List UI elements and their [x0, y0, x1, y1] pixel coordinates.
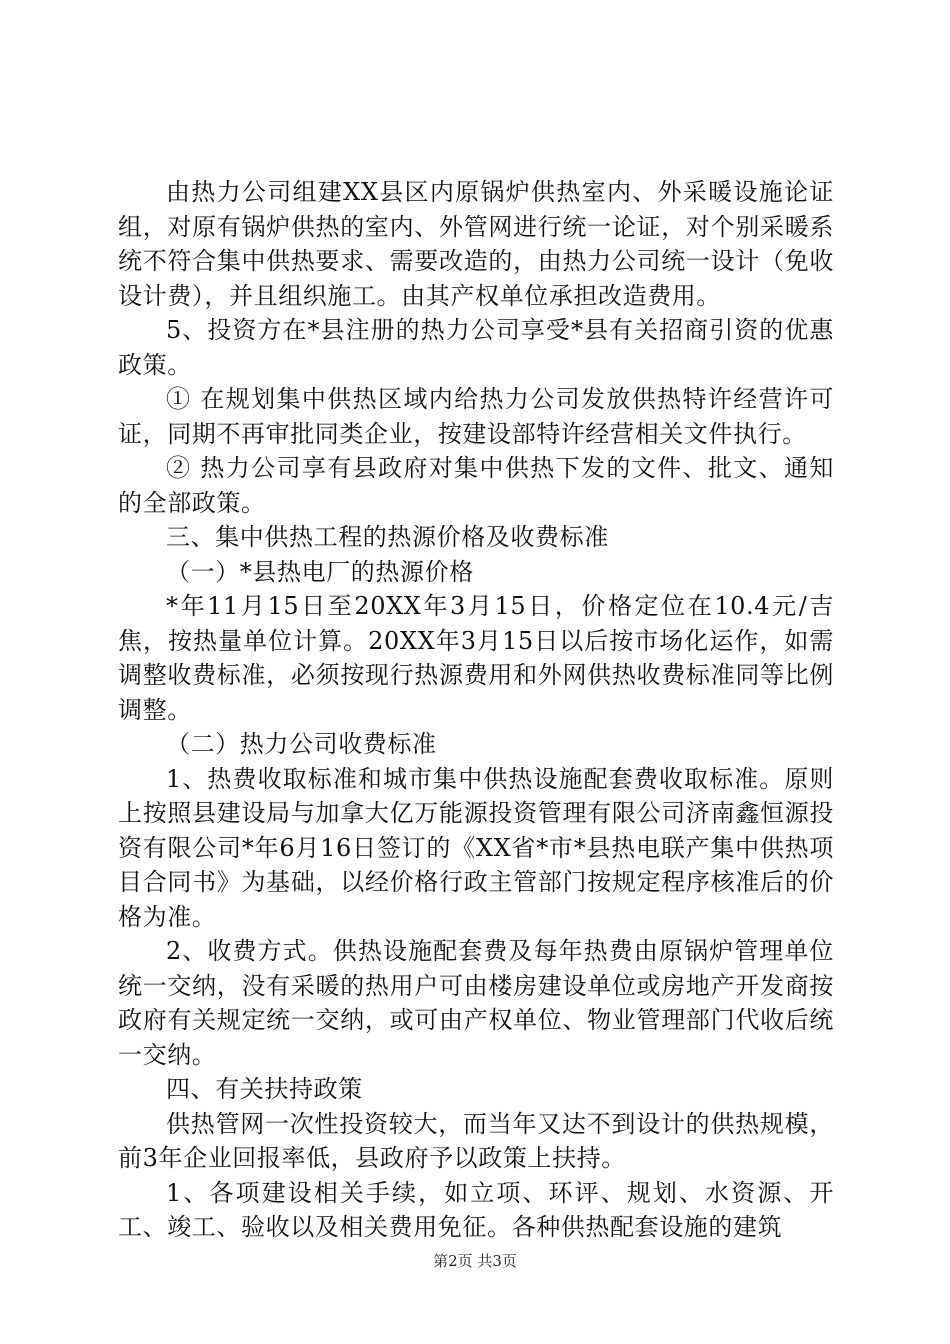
section-heading-three: 三、集中供热工程的热源价格及收费标准: [166, 523, 609, 551]
paragraph-support-intro: 供热管网一次性投资较大，而当年又达不到设计的供热规模，前3年企业回报率低，县政府予以政策上扶持。: [118, 1109, 834, 1172]
page-number-footer: 第2页 共3页: [433, 1252, 517, 1270]
paragraph-license-item: ① 在规划集中供热区域内给热力公司发放供热特许经营许可证，同期不再审批同类企业，按建设部特许经营相关文件执行。: [118, 385, 834, 448]
paragraph-price-period: *年11月15日至20XX年3月15日，价格定位在10.4元/吉焦，按热量单位计算。20XX年3月15日以后按市场化运作，如需调整收费标准，必须按现行热源费用和外网供热收费标准同等比例调整。: [118, 592, 834, 724]
paragraph-heating-demo-group: 由热力公司组建XX县区内原锅炉供热室内、外采暖设施论证组，对原有锅炉供热的室内、外管网进行统一论证，对个别采暖系统不符合集中供热要求、需要改造的，由热力公司统一设计（免收设计费），并且组织施工。由其产权单位承担改造费用。: [118, 178, 834, 310]
paragraph-investment-policy: 5、投资方在*县注册的热力公司享受*县有关招商引资的优惠政策。: [118, 316, 834, 379]
paragraph-fee-exemption: 1、各项建设相关手续，如立项、环评、规划、水资源、开工、竣工、验收以及相关费用免征。各种供热配套设施的建筑: [118, 1178, 834, 1241]
paragraph-payment-method: 2、收费方式。供热设施配套费及每年热费由原锅炉管理单位统一交纳，没有采暖的热用户可由楼房建设单位或房地产开发商按政府有关规定统一交纳，或可由产权单位、物业管理部门代收后统一交纳。: [118, 937, 834, 1069]
subheading-heat-source-price: （一）*县热电厂的热源价格: [166, 557, 474, 586]
paragraph-fee-standard: 1、热费收取标准和城市集中供热设施配套费收取标准。原则上按照县建设局与加拿大亿万能源投资管理有限公司济南鑫恒源投资有限公司*年6月16日签订的《XX省*市*县热电联产集中供热项目合同书》为基础，以经价格行政主管部门按规定程序核准后的价格为准。: [118, 764, 834, 931]
document-body: [118, 175, 834, 1245]
paragraph-policy-item: ② 热力公司享有县政府对集中供热下发的文件、批文、通知的全部政策。: [118, 454, 834, 517]
subheading-fee-standard: （二）热力公司收费标准: [166, 730, 437, 758]
section-heading-four: 四、有关扶持政策: [166, 1075, 363, 1103]
